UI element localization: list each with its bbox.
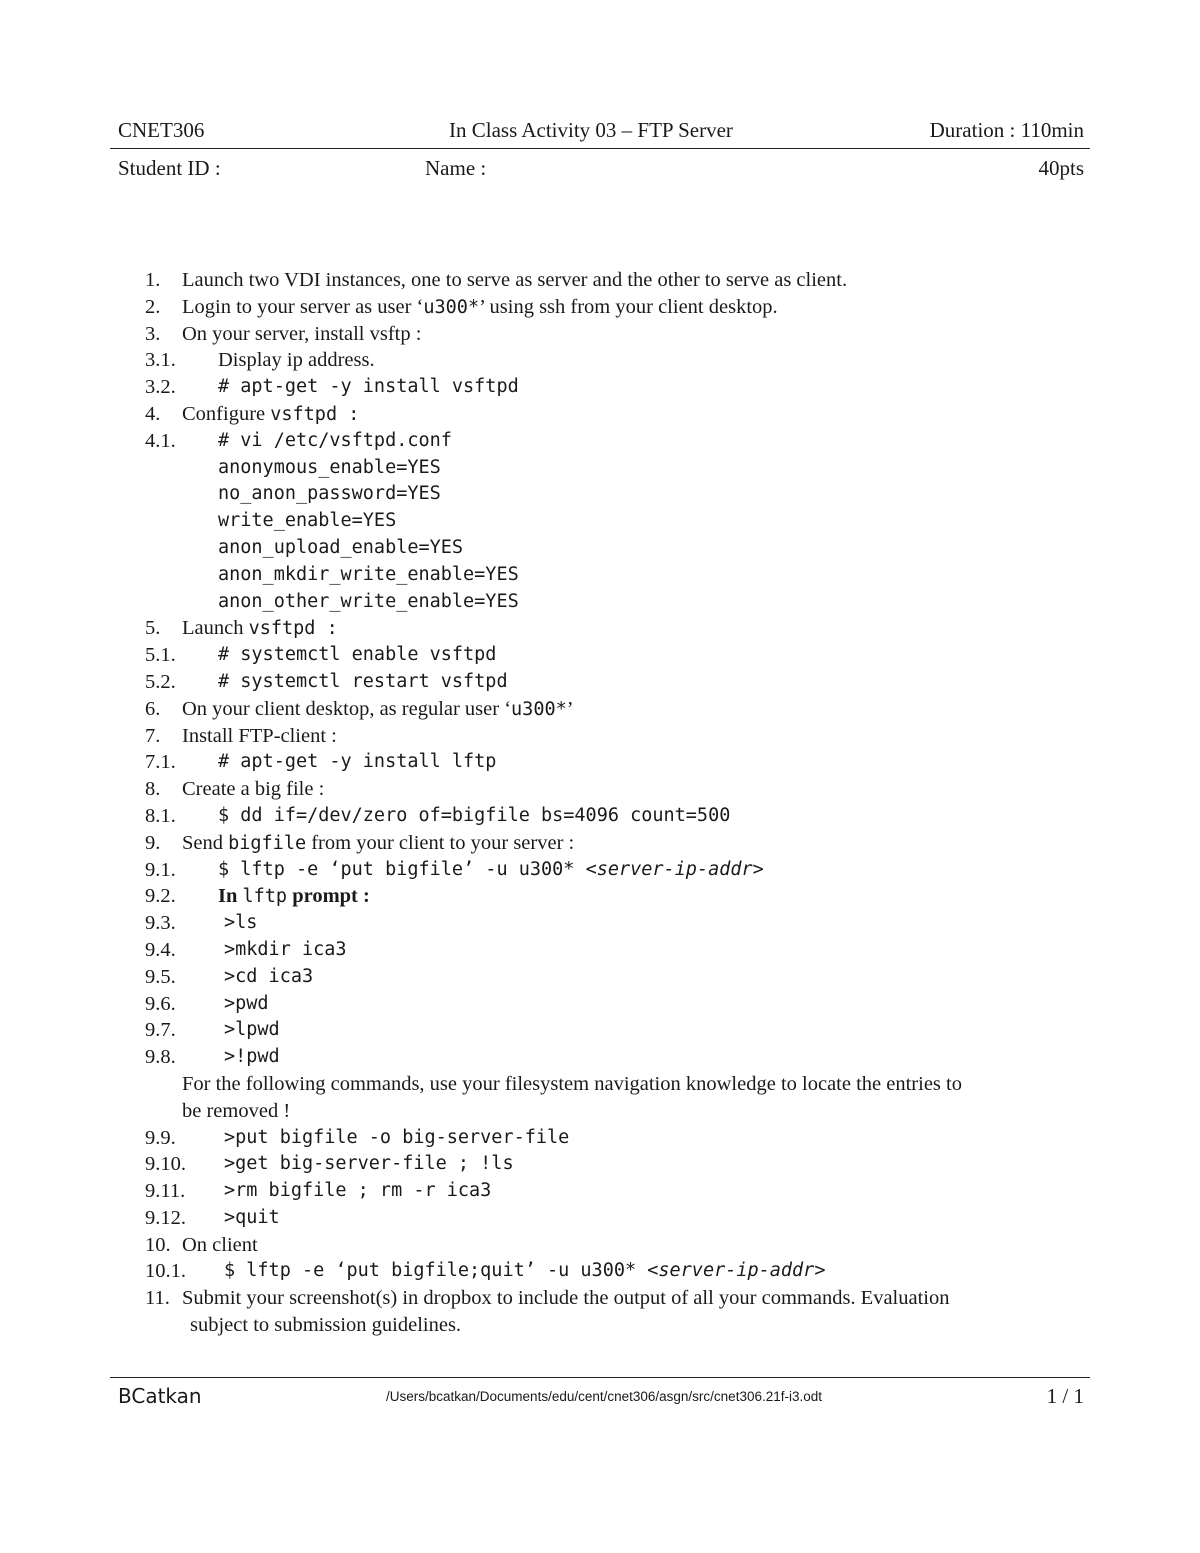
- command-text: >lpwd: [224, 1019, 280, 1041]
- list-item: [0, 374, 1200, 401]
- command-text: $ dd if=/dev/zero of=bigfile bs=4096 count=500: [218, 804, 731, 826]
- config-line: anon_upload_enable=YES: [218, 536, 464, 558]
- item-text: Launch vsftpd :: [182, 617, 338, 640]
- command-text: # apt-get -y install lftp: [218, 751, 497, 773]
- item-number: 2.: [145, 295, 161, 318]
- config-line: write_enable=YES: [218, 510, 397, 532]
- item-number: 9.1.: [145, 858, 176, 881]
- item-number: 7.1.: [145, 751, 176, 774]
- command-text: # apt-get -y install vsftpd: [218, 376, 519, 398]
- item-number: 6.: [145, 697, 161, 720]
- note-text: be removed !: [182, 1099, 291, 1122]
- list-item: [0, 321, 1200, 348]
- course-code: CNET306: [118, 118, 205, 142]
- list-item: [0, 1017, 1200, 1044]
- item-text: In lftp prompt :: [218, 885, 370, 908]
- command-text: >rm bigfile ; rm -r ica3: [224, 1180, 492, 1202]
- list-item: [0, 830, 1200, 857]
- config-line: anonymous_enable=YES: [218, 456, 441, 478]
- config-line: anon_other_write_enable=YES: [218, 590, 519, 612]
- list-item: [0, 267, 1200, 294]
- points: 40pts: [1038, 156, 1084, 180]
- list-item: [0, 428, 1200, 455]
- item-number: 8.: [145, 778, 161, 801]
- item-number: 5.: [145, 617, 161, 640]
- item-number: 1.: [145, 269, 161, 291]
- list-item: [0, 294, 1200, 321]
- list-item: [0, 749, 1200, 776]
- list-item: [0, 669, 1200, 696]
- list-item: [0, 1178, 1200, 1205]
- student-id-label: Student ID :: [118, 156, 221, 180]
- item-text: Send bigfile from your client to your server :: [182, 831, 575, 854]
- command-text: >mkdir ica3: [224, 938, 347, 960]
- item-text: Login to your server as user ‘u300*’ using ssh from your client desktop.: [182, 295, 778, 318]
- list-item: [0, 964, 1200, 991]
- item-number: 4.1.: [145, 429, 176, 452]
- command-text: >cd ica3: [224, 965, 314, 987]
- item-number: 9.5.: [145, 965, 176, 988]
- activity-title: In Class Activity 03 – FTP Server: [449, 118, 733, 142]
- command-text: # systemctl restart vsftpd: [218, 670, 508, 692]
- command-text: >get big-server-file ; !ls: [224, 1153, 514, 1175]
- item-number: 9.11.: [145, 1180, 186, 1203]
- item-number: 9.12.: [145, 1206, 186, 1229]
- item-text: Launch two VDI instances, one to serve as server and the other to serve as client.: [182, 269, 848, 291]
- list-item: [0, 723, 1200, 750]
- item-number: 9.10.: [145, 1153, 186, 1176]
- item-number: 9.3.: [145, 912, 176, 935]
- list-item: [0, 803, 1200, 830]
- list-item: [0, 696, 1200, 723]
- config-line: anon_mkdir_write_enable=YES: [218, 563, 519, 585]
- item-text: Submit your screenshot(s) in dropbox to include the output of all your commands. Evaluation: [182, 1287, 950, 1310]
- item-number: 5.2.: [145, 670, 176, 693]
- file-path: /Users/bcatkan/Documents/edu/cent/cnet306/asgn/src/cnet306.21f-i3.odt: [386, 1389, 823, 1404]
- item-number: 5.1.: [145, 644, 176, 667]
- list-item-continuation: [0, 1312, 1200, 1339]
- item-text: Install FTP-client :: [182, 724, 337, 747]
- item-text: On your server, install vsftp :: [182, 322, 422, 345]
- list-item: [0, 1285, 1200, 1312]
- item-text: Display ip address.: [218, 349, 375, 372]
- item-text: On client: [182, 1233, 258, 1256]
- item-number: 7.: [145, 724, 161, 747]
- item-number: 10.1.: [145, 1260, 186, 1283]
- item-number: 8.1.: [145, 804, 176, 827]
- list-item: [0, 991, 1200, 1018]
- list-item: [0, 1044, 1200, 1071]
- list-item: [0, 1125, 1200, 1152]
- command-text: $ lftp -e ‘put bigfile;quit’ -u u300* <server-ip-addr>: [224, 1260, 826, 1282]
- command-text: # systemctl enable vsftpd: [218, 644, 497, 666]
- item-number: 3.: [145, 322, 161, 345]
- command-text: >ls: [224, 912, 258, 934]
- list-item: [0, 401, 1200, 428]
- list-item: [0, 857, 1200, 884]
- item-number: 3.1.: [145, 349, 176, 372]
- command-text: >!pwd: [224, 1046, 280, 1068]
- item-number: 9.: [145, 831, 161, 854]
- list-item: [0, 1232, 1200, 1259]
- list-item: [0, 910, 1200, 937]
- instructions-list: [0, 267, 1200, 1339]
- list-item: [0, 776, 1200, 803]
- item-number: 9.2.: [145, 885, 176, 908]
- item-number: 4.: [145, 402, 161, 425]
- name-label: Name :: [425, 156, 487, 180]
- footer-rule: [110, 1377, 1090, 1378]
- item-text: Create a big file :: [182, 778, 325, 801]
- list-item: [0, 347, 1200, 374]
- list-item: [0, 615, 1200, 642]
- item-number: 3.2.: [145, 376, 176, 399]
- list-item: [0, 1205, 1200, 1232]
- command-text: $ lftp -e ‘put bigfile’ -u u300* <server-ip-addr>: [218, 858, 764, 880]
- item-number: 11.: [145, 1287, 170, 1310]
- list-item: [0, 1258, 1200, 1285]
- item-number: 9.7.: [145, 1019, 176, 1042]
- author: BCatkan: [118, 1384, 202, 1408]
- item-number: 9.9.: [145, 1126, 176, 1149]
- page-number: 1 / 1: [1046, 1384, 1084, 1408]
- item-text: On your client desktop, as regular user ‘u300*’: [182, 697, 574, 720]
- item-number: 9.4.: [145, 938, 176, 961]
- note-text: For the following commands, use your filesystem navigation knowledge to locate the entries to: [182, 1072, 962, 1095]
- item-text: subject to submission guidelines.: [190, 1314, 462, 1337]
- command-text: >put bigfile -o big-server-file: [224, 1126, 570, 1148]
- list-item: [0, 1151, 1200, 1178]
- list-item: [0, 937, 1200, 964]
- config-line: no_anon_password=YES: [218, 483, 441, 505]
- student-info-row: [118, 156, 1084, 184]
- item-number: 10.: [145, 1233, 171, 1256]
- list-item: [0, 883, 1200, 910]
- command-text: >pwd: [224, 992, 269, 1014]
- item-text: Configure vsftpd :: [182, 402, 360, 425]
- duration: Duration : 110min: [929, 118, 1084, 142]
- item-number: 9.6.: [145, 992, 176, 1015]
- list-item: [0, 642, 1200, 669]
- header-rule: [110, 148, 1090, 149]
- item-number: 9.8.: [145, 1046, 176, 1069]
- command-text: >quit: [224, 1206, 280, 1228]
- document-header: [118, 118, 1084, 146]
- command-text: # vi /etc/vsftpd.conf: [218, 429, 452, 451]
